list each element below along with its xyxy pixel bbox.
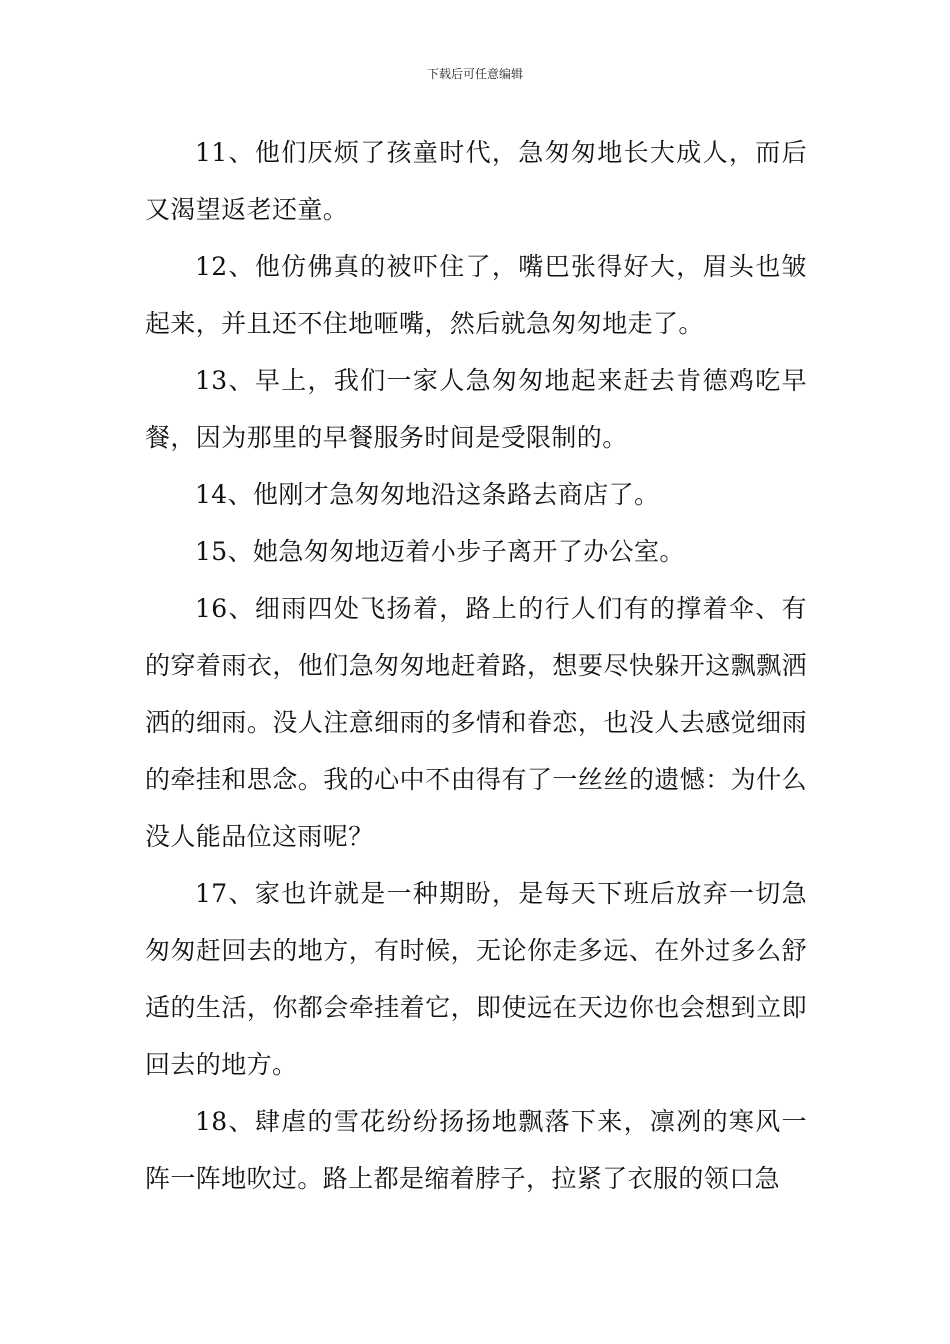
paragraph-14: 14、他刚才急匆匆地沿这条路去商店了。 [195,480,660,509]
paragraph-18: 18、肆虐的雪花纷纷扬扬地飘落下来，凛冽的寒风一阵一阵地吹过。路上都是缩着脖子，拉紧了衣服的领口急 [145,1107,807,1193]
paragraph-12: 12、他仿佛真的被吓住了，嘴巴张得好大，眉头也皱起来，并且还不住地咂嘴，然后就急匆匆地走了。 [145,252,807,338]
paragraph-17: 17、家也许就是一种期盼，是每天下班后放弃一切急匆匆赶回去的地方，有时候，无论你走多远、在外过多么舒适的生活，你都会牵挂着它，即使远在天边你也会想到立即回去的地方。 [145,879,807,1079]
paragraph-16: 16、细雨四处飞扬着，路上的行人们有的撑着伞、有的穿着雨衣，他们急匆匆地赶着路，想要尽快躲开这飘飘洒洒的细雨。没人注意细雨的多情和眷恋，也没人去感觉细雨的牵挂和思念。我的心中不由得有了一丝丝的遗憾：为什么没人能品位这雨呢？ [145,594,807,851]
paragraph-15: 15、她急匆匆地迈着小步子离开了办公室。 [195,537,685,566]
paragraph-13: 13、早上，我们一家人急匆匆地起来赶去肯德鸡吃早餐，因为那里的早餐服务时间是受限制的。 [145,366,807,452]
paragraph-11: 11、他们厌烦了孩童时代，急匆匆地长大成人，而后又渴望返老还童。 [145,138,807,224]
document-body [145,124,807,1207]
page-header-note: 下载后可任意编辑 [426,67,523,81]
